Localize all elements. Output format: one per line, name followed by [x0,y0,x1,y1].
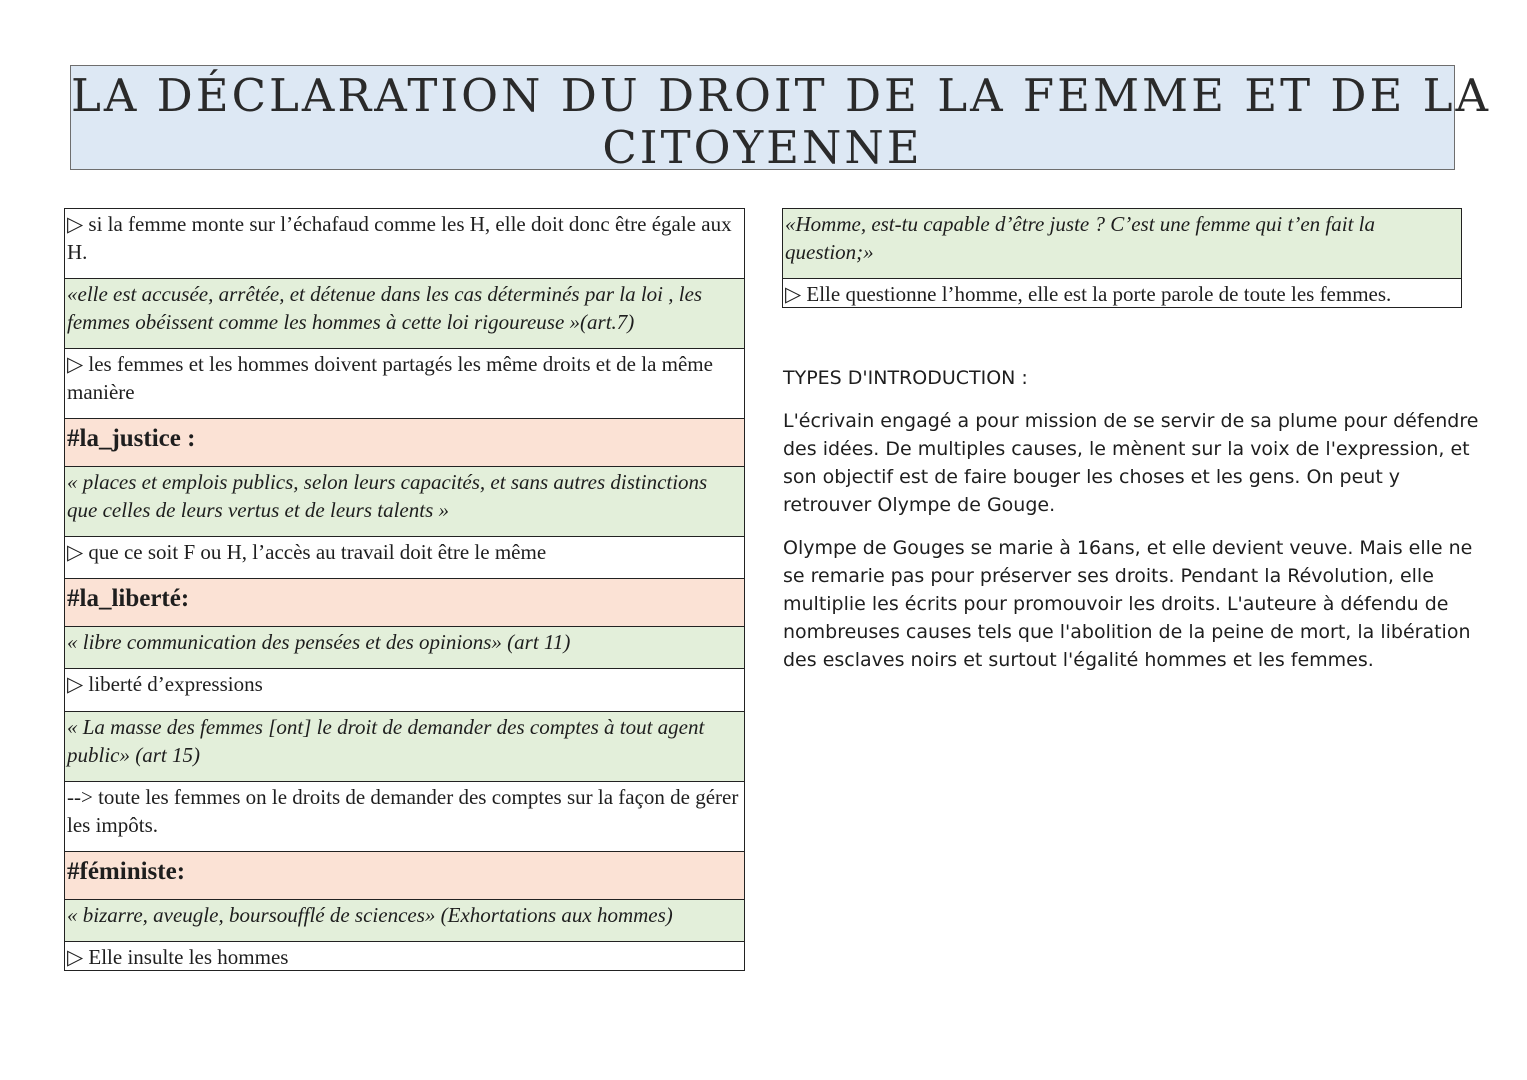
quote-row: «Homme, est-tu capable d’être juste ? C’est une femme qui t’en fait la question;» [783,209,1461,279]
hashtag-heading-row: #la_justice : [65,419,744,467]
note-row: ▷ Elle insulte les hommes [65,942,744,970]
note-row: --> toute les femmes on le droits de demander des comptes sur la façon de gérer les impôts. [65,782,744,852]
note-row: ▷ les femmes et les hommes doivent partagés les même droits et de la même manière [65,349,744,419]
quote-row: « places et emplois publics, selon leurs capacités, et sans autres distinctions que celles de leurs vertus et de leurs talents » [65,467,744,537]
right-notes-table [782,208,1462,308]
left-notes-table [64,208,745,971]
paragraph-engaged-writer: L'écrivain engagé a pour mission de se servir de sa plume pour défendre des idées. De multiples causes, le mènent sur la voix de l'expression, et son objectif est de faire bouger les choses et les gens. On peut y retrouver Olympe de Gouge. [783,410,1479,516]
quote-row: « libre communication des pensées et des opinions» (art 11) [65,627,744,669]
hashtag-heading-row: #la_liberté: [65,579,744,627]
note-row: ▷ si la femme monte sur l’échafaud comme les H, elle doit donc être égale aux H. [65,209,744,279]
title-banner [70,65,1492,174]
note-row: ▷ que ce soit F ou H, l’accès au travail doit être le même [65,537,744,579]
quote-row: «elle est accusée, arrêtée, et détenue dans les cas déterminés par la loi , les femmes obéissent comme les hommes à cette loi rigoureuse »(art.7) [65,279,744,349]
note-row: ▷ liberté d’expressions [65,669,744,712]
quote-row: « bizarre, aveugle, boursoufflé de sciences» (Exhortations aux hommes) [65,900,744,942]
section-heading: TYPES D'INTRODUCTION : [783,367,1028,389]
page-title-line-1: LA DÉCLARATION DU DROIT DE LA FEMME ET DE LA [71,69,1492,122]
quote-row: « La masse des femmes [ont] le droit de demander des comptes à tout agent public» (art 15) [65,712,744,782]
paragraph-olympe-de-gouges: Olympe de Gouges se marie à 16ans, et elle devient veuve. Mais elle ne se remarie pas pour préserver ses droits. Pendant la Révolution, elle multiplie les écrits pour promouvoir les droits. L'auteure à défendu de nombreuses causes tels que l'abolition de la peine de mort, la libération des esclaves noirs et surtout l'égalité hommes et les femmes. [783,537,1473,671]
note-row: ▷ Elle questionne l’homme, elle est la porte parole de toute les femmes. [783,279,1461,307]
hashtag-heading-row: #féministe: [65,852,744,900]
page-title-line-2: CITOYENNE [602,121,923,174]
